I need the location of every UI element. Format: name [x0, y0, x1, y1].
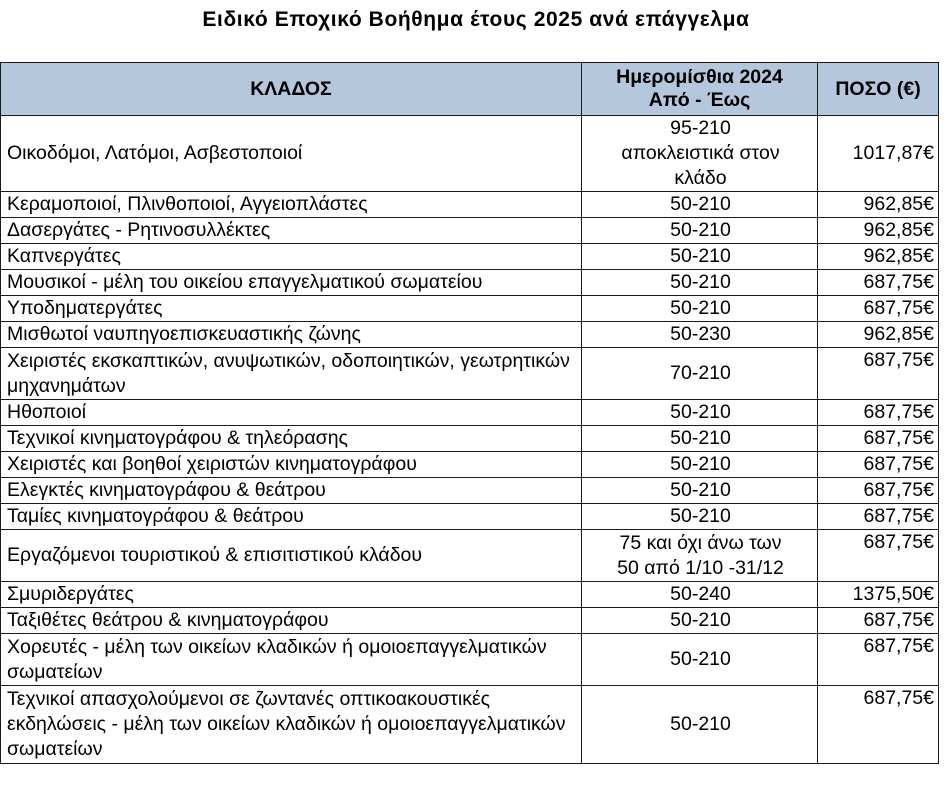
cell-profession: Ταμίες κινηματογράφου & θεάτρου: [1, 504, 582, 530]
cell-profession: Χορευτές - μέλη των οικείων κλαδικών ή ομοιοεπαγγελματικών σωματείων: [1, 634, 582, 686]
table-row: [1, 244, 939, 270]
cell-profession: Καπνεργάτες: [1, 244, 582, 270]
cell-days: 50-210: [582, 218, 818, 244]
table-row: [1, 608, 939, 634]
cell-profession: Κεραμοποιοί, Πλινθοποιοί, Αγγειοπλάστες: [1, 192, 582, 218]
header-profession: ΚΛΑΔΟΣ: [1, 63, 582, 116]
table-row: [1, 348, 939, 400]
cell-days: 50-210: [582, 478, 818, 504]
table-row: [1, 218, 939, 244]
header-days: Ημερομίσθια 2024 Από - Έως: [582, 63, 818, 116]
cell-days: 95-210 αποκλειστικά στον κλάδο: [582, 116, 818, 192]
cell-days: 50-210: [582, 608, 818, 634]
table-row: [1, 192, 939, 218]
cell-days: 75 και όχι άνω των 50 από 1/10 -31/12: [582, 530, 818, 582]
cell-profession: Ταξιθέτες θεάτρου & κινηματογράφου: [1, 608, 582, 634]
cell-profession: Ελεγκτές κινηματογράφου & θεάτρου: [1, 478, 582, 504]
table-row: [1, 634, 939, 686]
cell-profession: Σμυριδεργάτες: [1, 582, 582, 608]
cell-amount: 687,75€: [818, 400, 939, 426]
cell-days: 50-210: [582, 400, 818, 426]
cell-days: 50-240: [582, 582, 818, 608]
cell-profession: Οικοδόμοι, Λατόμοι, Ασβεστοποιοί: [1, 116, 582, 192]
cell-amount: 962,85€: [818, 322, 939, 348]
cell-amount: 687,75€: [818, 348, 939, 400]
cell-profession: Μουσικοί - μέλη του οικείου επαγγελματικού σωματείου: [1, 270, 582, 296]
cell-amount: 687,75€: [818, 686, 939, 764]
cell-days: 50-210: [582, 504, 818, 530]
cell-amount: 687,75€: [818, 270, 939, 296]
cell-profession: Μισθωτοί ναυπηγοεπισκευαστικής ζώνης: [1, 322, 582, 348]
header-amount: ΠΟΣΟ (€): [818, 63, 939, 116]
cell-profession: Ηθοποιοί: [1, 400, 582, 426]
table-row: [1, 116, 939, 192]
cell-amount: 687,75€: [818, 634, 939, 686]
cell-amount: 962,85€: [818, 218, 939, 244]
cell-profession: Χειριστές και βοηθοί χειριστών κινηματογράφου: [1, 452, 582, 478]
cell-amount: 1017,87€: [818, 116, 939, 192]
table-row: [1, 270, 939, 296]
cell-amount: 687,75€: [818, 426, 939, 452]
cell-days: 50-210: [582, 686, 818, 764]
cell-amount: 687,75€: [818, 608, 939, 634]
table-row: [1, 452, 939, 478]
cell-days: 50-210: [582, 192, 818, 218]
cell-profession: Τεχνικοί απασχολούμενοι σε ζωντανές οπτικοακουστικές εκδηλώσεις - μέλη των οικείων κλαδικών ή ομοιοεπαγγελματικών σωματείων: [1, 686, 582, 764]
cell-amount: 962,85€: [818, 192, 939, 218]
table-row: [1, 582, 939, 608]
cell-profession: Εργαζόμενοι τουριστικού & επισιτιστικού κλάδου: [1, 530, 582, 582]
cell-profession: Δασεργάτες - Ρητινοσυλλέκτες: [1, 218, 582, 244]
cell-amount: 1375,50€: [818, 582, 939, 608]
table-row: [1, 296, 939, 322]
cell-amount: 687,75€: [818, 530, 939, 582]
cell-days: 50-230: [582, 322, 818, 348]
cell-days: 70-210: [582, 348, 818, 400]
cell-days: 50-210: [582, 634, 818, 686]
cell-amount: 687,75€: [818, 478, 939, 504]
table-row: [1, 322, 939, 348]
table-row: [1, 400, 939, 426]
cell-days: 50-210: [582, 452, 818, 478]
cell-days: 50-210: [582, 244, 818, 270]
cell-profession: Υποδηματεργάτες: [1, 296, 582, 322]
cell-amount: 687,75€: [818, 504, 939, 530]
table-row: [1, 426, 939, 452]
cell-days: 50-210: [582, 426, 818, 452]
cell-profession: Τεχνικοί κινηματογράφου & τηλεόρασης: [1, 426, 582, 452]
cell-amount: 687,75€: [818, 452, 939, 478]
table-row: [1, 478, 939, 504]
header-row: [1, 63, 939, 116]
cell-amount: 962,85€: [818, 244, 939, 270]
cell-profession: Χειριστές εκσκαπτικών, ανυψωτικών, οδοποιητικών, γεωτρητικών μηχανημάτων: [1, 348, 582, 400]
cell-amount: 687,75€: [818, 296, 939, 322]
benefit-table: [0, 62, 939, 764]
table-row: [1, 504, 939, 530]
page-title: Ειδικό Εποχικό Βοήθημα έτους 2025 ανά επάγγελμα: [202, 8, 750, 31]
cell-days: 50-210: [582, 270, 818, 296]
cell-days: 50-210: [582, 296, 818, 322]
table-row: [1, 686, 939, 764]
table-row: [1, 530, 939, 582]
